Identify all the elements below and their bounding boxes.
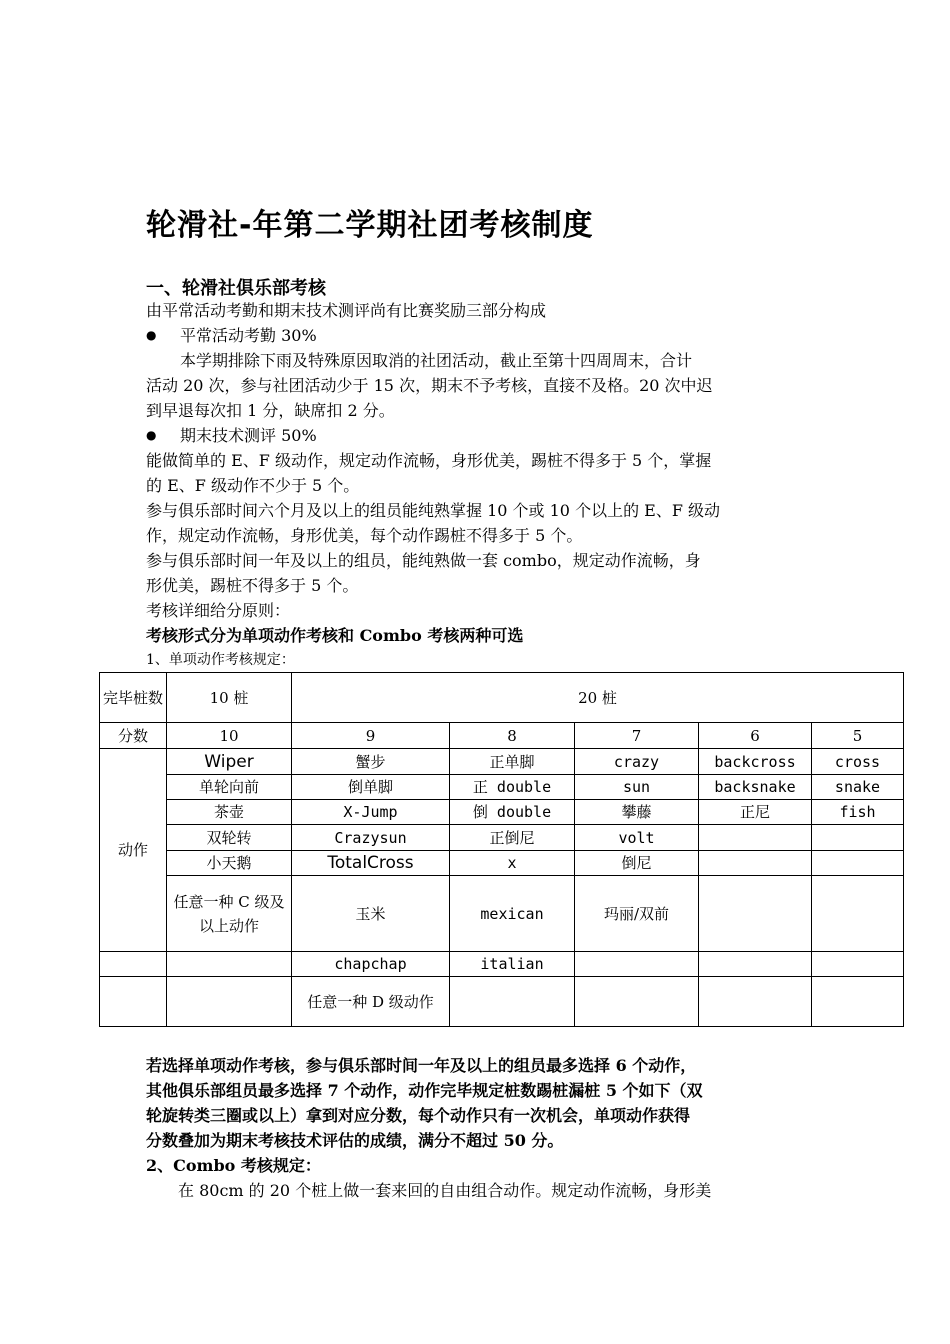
scoring-table	[99, 672, 904, 1027]
table-cell: crazy	[575, 749, 699, 775]
rule-line: 轮旋转类三圈或以上）拿到对应分数，每个动作只有一次机会，单项动作获得	[146, 1106, 691, 1125]
table-cell: 8	[450, 723, 575, 749]
table-cell: 茶壶	[167, 800, 292, 825]
table-row	[100, 775, 904, 800]
table-cell: cross	[812, 749, 904, 775]
table-cell: Wiper	[167, 749, 292, 775]
table-cell	[812, 977, 904, 1027]
table-cell: TotalCross	[292, 851, 450, 876]
table-cell	[100, 977, 167, 1027]
table-cell: 10 桩	[167, 673, 292, 723]
table-cell: X-Jump	[292, 800, 450, 825]
combo-line: 在 80cm 的 20 个桩上做一套来回的自由组合动作。规定动作流畅，身形美	[178, 1181, 712, 1200]
paragraph-line: 能做简单的 E、F 级动作，规定动作流畅，身形优美，踢桩不得多于 5 个，掌握	[146, 451, 712, 470]
table-cell: 正 double	[450, 775, 575, 800]
table-cell: backcross	[699, 749, 812, 775]
table-row	[100, 825, 904, 851]
table-cell: 正单脚	[450, 749, 575, 775]
format-note: 考核形式分为单项动作考核和 Combo 考核两种可选	[146, 626, 524, 645]
table-cell: 分数	[100, 723, 167, 749]
table-cell: snake	[812, 775, 904, 800]
table-cell: mexican	[450, 876, 575, 952]
table-cell	[699, 851, 812, 876]
table-cell	[812, 876, 904, 952]
table-cell	[699, 977, 812, 1027]
table-cell: 10	[167, 723, 292, 749]
table-cell: 倒尼	[575, 851, 699, 876]
section-heading: 一、轮滑社俱乐部考核	[146, 278, 326, 299]
table-cell: 完毕桩数	[100, 673, 167, 723]
paragraph-line: 考核详细给分原则：	[146, 601, 291, 620]
rule-line: 其他俱乐部组员最多选择 7 个动作，动作完毕规定桩数踢桩漏桩 5 个如下（双	[146, 1081, 703, 1100]
table-cell: 正倒尼	[450, 825, 575, 851]
rule-line: 分数叠加为期末考核技术评估的成绩，满分不超过 50 分。	[146, 1131, 564, 1150]
combo-heading: 2、Combo 考核规定：	[146, 1156, 321, 1175]
table-row	[100, 851, 904, 876]
attendance-bullet	[146, 323, 317, 348]
table-cell	[575, 977, 699, 1027]
table-cell: 双轮转	[167, 825, 292, 851]
table-cell: 20 桩	[292, 673, 904, 723]
table-cell: 玉米	[292, 876, 450, 952]
single-rule-label: 1、单项动作考核规定：	[146, 652, 295, 668]
table-cell: fish	[812, 800, 904, 825]
paragraph-line: 参与俱乐部时间一年及以上的组员，能纯熟做一套 combo，规定动作流畅，身	[146, 551, 701, 570]
paragraph-line: 参与俱乐部时间六个月及以上的组员能纯熟掌握 10 个或 10 个以上的 E、F 级动	[146, 501, 721, 520]
paragraph-line: 活动 20 次，参与社团活动少于 15 次，期末不予考核，直接不及格。20 次中迟	[146, 376, 713, 395]
table-cell: 7	[575, 723, 699, 749]
table-cell: 9	[292, 723, 450, 749]
table-cell	[100, 952, 167, 977]
table-cell: 倒 double	[450, 800, 575, 825]
table-row	[100, 876, 904, 952]
table-cell: 小天鹅	[167, 851, 292, 876]
table-row	[100, 977, 904, 1027]
table-cell: 单轮向前	[167, 775, 292, 800]
table-cell	[812, 825, 904, 851]
table-cell	[699, 876, 812, 952]
table-row	[100, 952, 904, 977]
table-cell: 攀藤	[575, 800, 699, 825]
table-cell: Crazysun	[292, 825, 450, 851]
paragraph-line: 形优美，踢桩不得多于 5 个。	[146, 576, 359, 595]
table-cell: sun	[575, 775, 699, 800]
table-row	[100, 673, 904, 723]
table-row	[100, 800, 904, 825]
table-cell	[167, 977, 292, 1027]
table-cell: chapchap	[292, 952, 450, 977]
table-cell	[167, 952, 292, 977]
paragraph-line: 作，规定动作流畅，身形优美，每个动作踢桩不得多于 5 个。	[146, 526, 583, 545]
table-row	[100, 749, 904, 775]
paragraph-line: 本学期排除下雨及特殊原因取消的社团活动，截止至第十四周周末，合计	[180, 351, 693, 370]
page-title: 轮滑社-年第二学期社团考核制度	[146, 208, 594, 243]
table-cell: 玛丽/双前	[575, 876, 699, 952]
table-cell	[450, 977, 575, 1027]
rule-line: 若选择单项动作考核，参与俱乐部时间一年及以上的组员最多选择 6 个动作，	[146, 1056, 697, 1075]
table-cell: 正尼	[699, 800, 812, 825]
table-cell	[699, 825, 812, 851]
table-cell	[575, 952, 699, 977]
table-cell	[699, 952, 812, 977]
table-cell: x	[450, 851, 575, 876]
table-cell: 任意一种 D 级动作	[292, 977, 450, 1027]
table-cell	[812, 952, 904, 977]
technical-bullet	[146, 423, 317, 448]
paragraph-line: 到早退每次扣 1 分，缺席扣 2 分。	[146, 401, 395, 420]
table-cell: 倒单脚	[292, 775, 450, 800]
table-cell	[812, 851, 904, 876]
section-intro: 由平常活动考勤和期末技术测评尚有比赛奖励三部分构成	[146, 301, 547, 320]
table-cell: 蟹步	[292, 749, 450, 775]
paragraph-line: 的 E、F 级动作不少于 5 个。	[146, 476, 360, 495]
attendance-label: 平常活动考勤 30%	[180, 326, 317, 345]
table-cell: 6	[699, 723, 812, 749]
table-cell: 任意一种 C 级及以上动作	[167, 876, 292, 952]
table-cell: 5	[812, 723, 904, 749]
table-cell: backsnake	[699, 775, 812, 800]
technical-label: 期末技术测评 50%	[180, 426, 317, 445]
table-cell: 动作	[100, 749, 167, 952]
table-cell: italian	[450, 952, 575, 977]
table-cell: volt	[575, 825, 699, 851]
table-row	[100, 723, 904, 749]
